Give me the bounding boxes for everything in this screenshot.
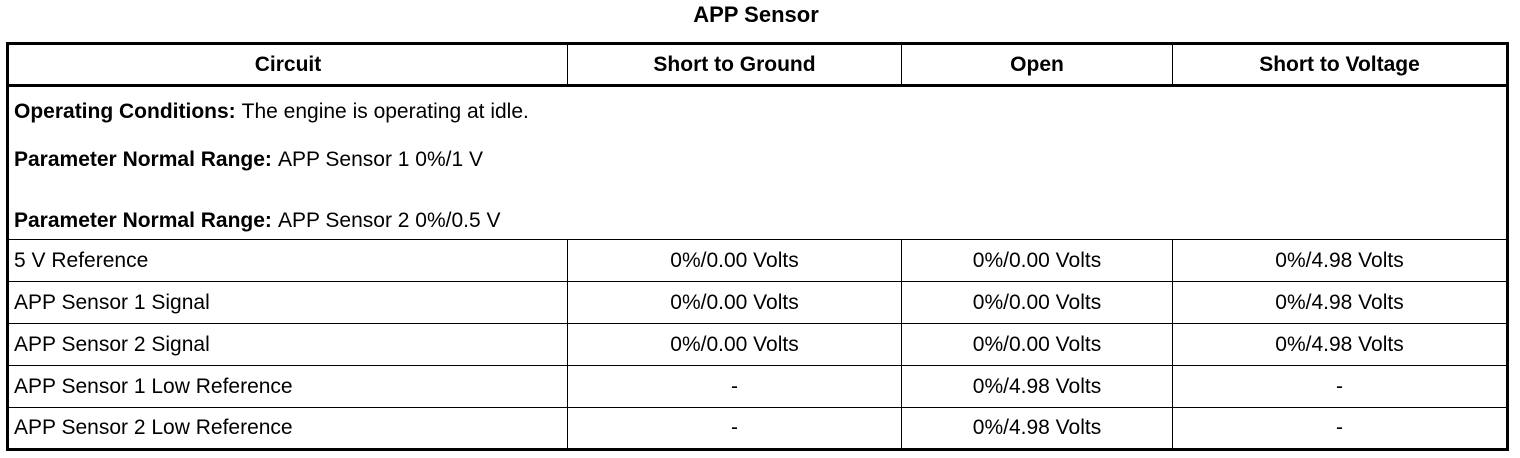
column-header-short-to-voltage: Short to Voltage <box>1173 44 1508 86</box>
open-cell: 0%/4.98 Volts <box>902 408 1173 450</box>
open-cell: 0%/0.00 Volts <box>902 282 1173 324</box>
short-to-voltage-cell: - <box>1173 408 1508 450</box>
short-to-ground-cell: - <box>568 408 902 450</box>
condition-label: Parameter Normal Range: <box>14 209 272 232</box>
condition-text: APP Sensor 2 0%/0.5 V <box>277 209 501 232</box>
short-to-voltage-cell: - <box>1173 366 1508 408</box>
condition-label: Operating Conditions: <box>14 100 236 123</box>
circuit-cell: 5 V Reference <box>8 240 568 282</box>
short-to-voltage-cell: 0%/4.98 Volts <box>1173 240 1508 282</box>
open-cell: 0%/0.00 Volts <box>902 240 1173 282</box>
table-row <box>8 366 1508 408</box>
operating-conditions <box>14 91 1501 133</box>
circuit-cell: APP Sensor 1 Signal <box>8 282 568 324</box>
table-row <box>8 408 1508 450</box>
document-title: APP Sensor <box>693 2 819 27</box>
table-row <box>8 282 1508 324</box>
open-cell: 0%/4.98 Volts <box>902 366 1173 408</box>
condition-text: The engine is operating at idle. <box>241 100 529 123</box>
short-to-voltage-cell: 0%/4.98 Volts <box>1173 324 1508 366</box>
circuit-cell: APP Sensor 2 Low Reference <box>8 408 568 450</box>
conditions-cell <box>8 86 1508 240</box>
short-to-ground-cell: 0%/0.00 Volts <box>568 240 902 282</box>
table-header-row <box>8 44 1508 86</box>
condition-label: Parameter Normal Range: <box>14 148 272 171</box>
short-to-ground-cell: - <box>568 366 902 408</box>
short-to-ground-cell: 0%/0.00 Volts <box>568 282 902 324</box>
condition-text: APP Sensor 1 0%/1 V <box>277 148 484 171</box>
parameter-normal-range-1 <box>14 133 1501 187</box>
circuit-diagnostic-table <box>6 42 1509 451</box>
column-header-short-to-ground: Short to Ground <box>568 44 902 86</box>
column-header-open: Open <box>902 44 1173 86</box>
conditions-row <box>8 86 1508 240</box>
circuit-cell: APP Sensor 2 Signal <box>8 324 568 366</box>
parameter-normal-range-2 <box>14 187 1501 233</box>
open-cell: 0%/0.00 Volts <box>902 324 1173 366</box>
short-to-voltage-cell: 0%/4.98 Volts <box>1173 282 1508 324</box>
circuit-cell: APP Sensor 1 Low Reference <box>8 366 568 408</box>
short-to-ground-cell: 0%/0.00 Volts <box>568 324 902 366</box>
table-row <box>8 324 1508 366</box>
column-header-circuit: Circuit <box>8 44 568 86</box>
table-row <box>8 240 1508 282</box>
